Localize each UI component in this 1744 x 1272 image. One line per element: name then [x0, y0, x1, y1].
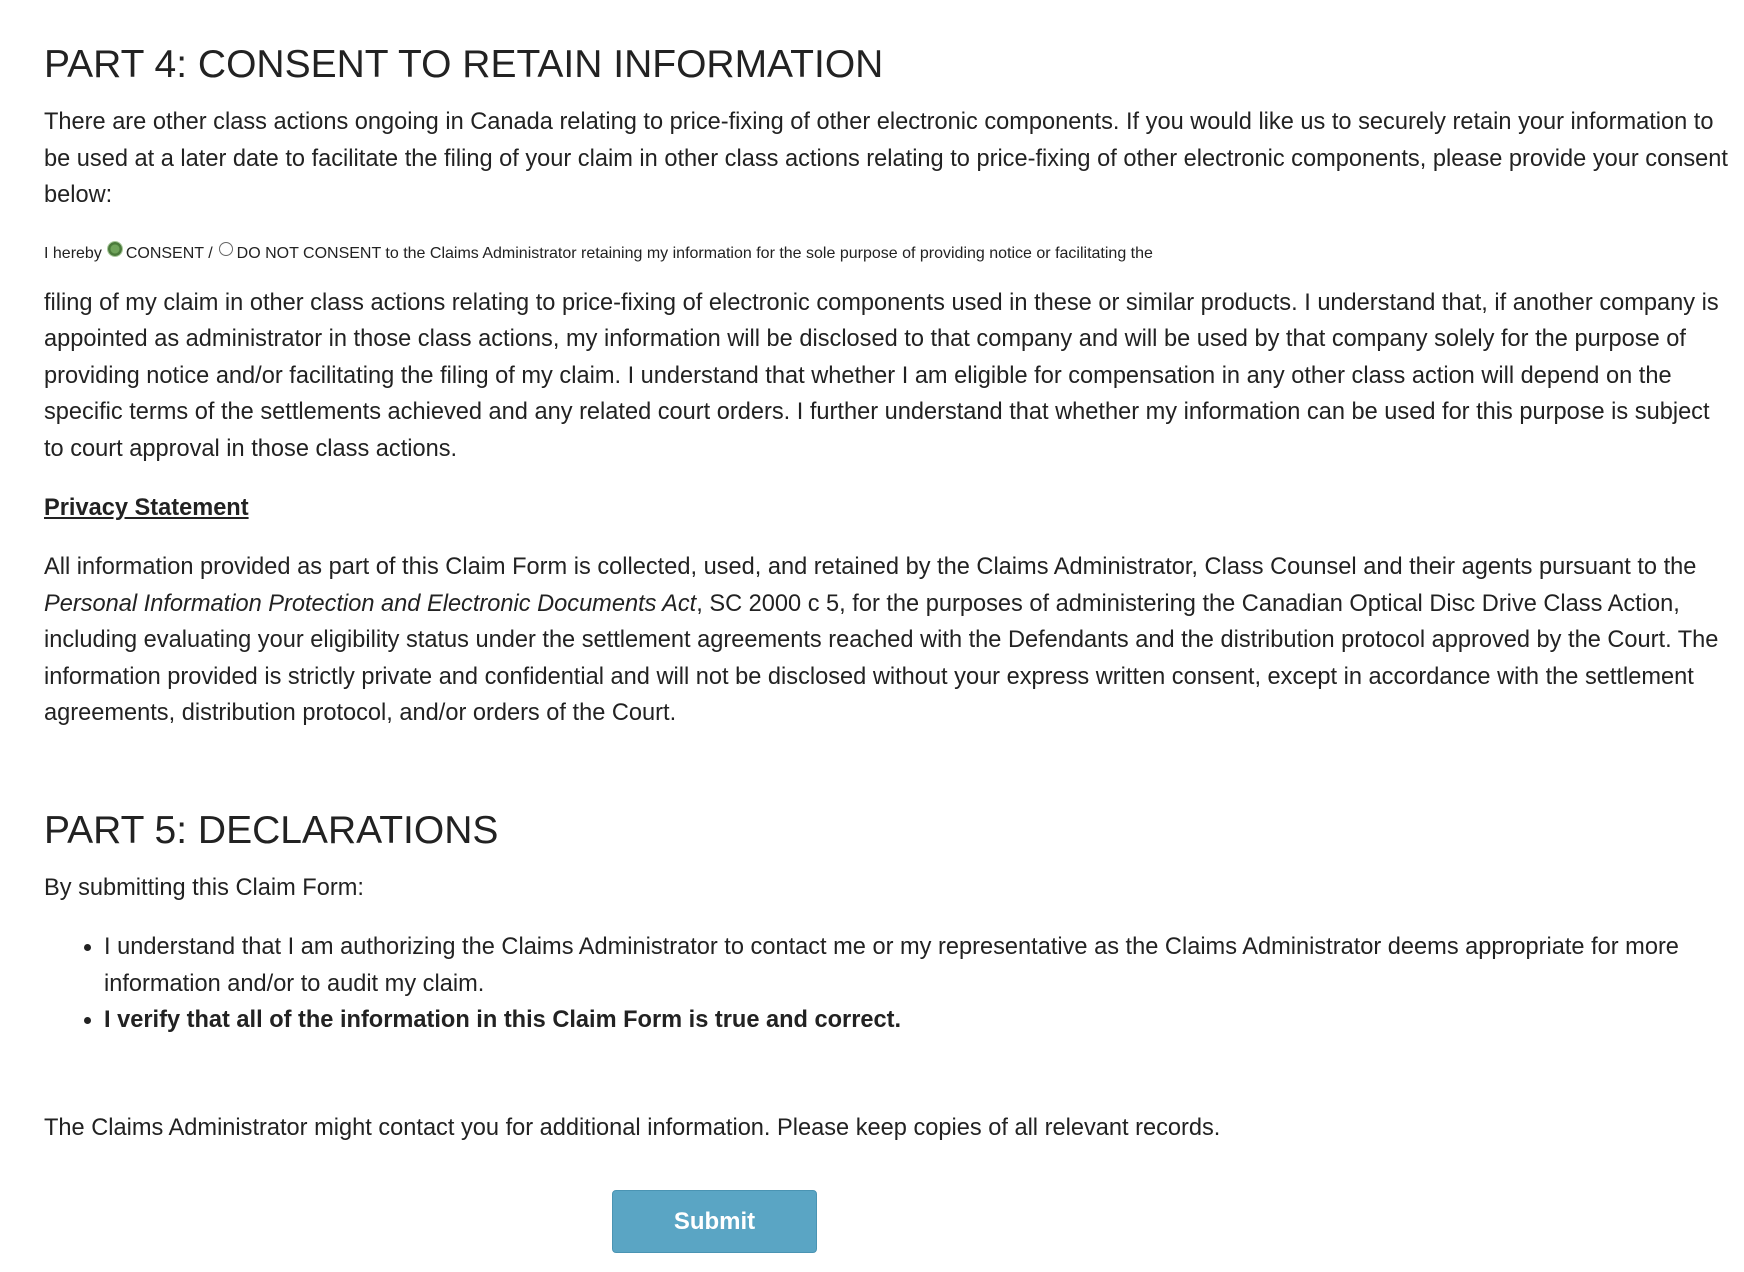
privacy-statement-text: [44, 549, 1734, 732]
submit-button[interactable]: Submit: [612, 1190, 817, 1253]
part5-heading: PART 5: DECLARATIONS: [44, 809, 499, 852]
privacy-heading-row: [44, 490, 1734, 527]
admin-contact-note: The Claims Administrator might contact you for additional information. Please keep copies of all relevant records.: [44, 1115, 1221, 1141]
do-not-consent-radio[interactable]: [219, 242, 233, 256]
consent-body-text: filing of my claim in other class actions relating to price-fixing of electronic components used in these or similar products. I understand that, if another company is appointed as administrator in those class actions, my information will be disclosed to that company and will be used by that company solely for the purpose of providing notice and/or facilitating the filing of my claim. I understand that whether I am eligible for compensation in any other class action will depend on the specific terms of the settlements achieved and any related court orders. I further understand that whether my information can be used for this purpose is subject to court approval in those class actions.: [44, 289, 1719, 462]
part5-intro-text: By submitting this Claim Form:: [44, 875, 364, 901]
part4-heading: PART 4: CONSENT TO RETAIN INFORMATION: [44, 43, 884, 86]
privacy-heading: Privacy Statement: [44, 495, 249, 521]
privacy-text-before-act: All information provided as part of this Claim Form is collected, used, and retained by the Claims Administrator, Class Counsel and their agents pursuant to the: [44, 554, 1697, 580]
consent-radio[interactable]: [108, 242, 122, 256]
consent-option-label[interactable]: CONSENT /: [125, 245, 213, 262]
privacy-act-name: Personal Information Protection and Electronic Documents Act: [44, 590, 697, 617]
declaration-item-verify: • I verify that all of the information in this Claim Form is true and correct.: [104, 1002, 1734, 1039]
declaration-list: [44, 929, 1734, 1039]
privacy-text-after-act: , SC 2000 c 5, for the purposes of administering the Canadian Optical Disc Drive Class Action, including evaluating your eligibility status under the settlement agreements reached with the Defendants and the distribution protocol approved by the Court. The information provided is strictly private and confidential and will not be disclosed without your express written consent, except in accordance with the settlement agreements, distribution protocol, and/or orders of the Court.: [44, 590, 1719, 726]
consent-first-line-rest: to the Claims Administrator retaining my information for the sole purpose of providing notice or facilitating the: [385, 245, 1153, 262]
consent-first-line: [44, 236, 1734, 273]
consent-paragraph: [44, 236, 1734, 467]
part4-intro-text: There are other class actions ongoing in Canada relating to price-fixing of other electronic components. If you would like us to securely retain your information to be used at a later date to facilitate the filing of your claim in other class actions relating to price-fixing of other electronic components, please provide your consent below:: [44, 109, 1728, 208]
declaration-item: • I understand that I am authorizing the Claims Administrator to contact me or my representative as the Claims Administrator deems appropriate for more information and/or to audit my claim.: [104, 929, 1734, 1002]
do-not-consent-option-label[interactable]: DO NOT CONSENT: [236, 245, 381, 262]
consent-prefix: I hereby: [44, 245, 102, 262]
